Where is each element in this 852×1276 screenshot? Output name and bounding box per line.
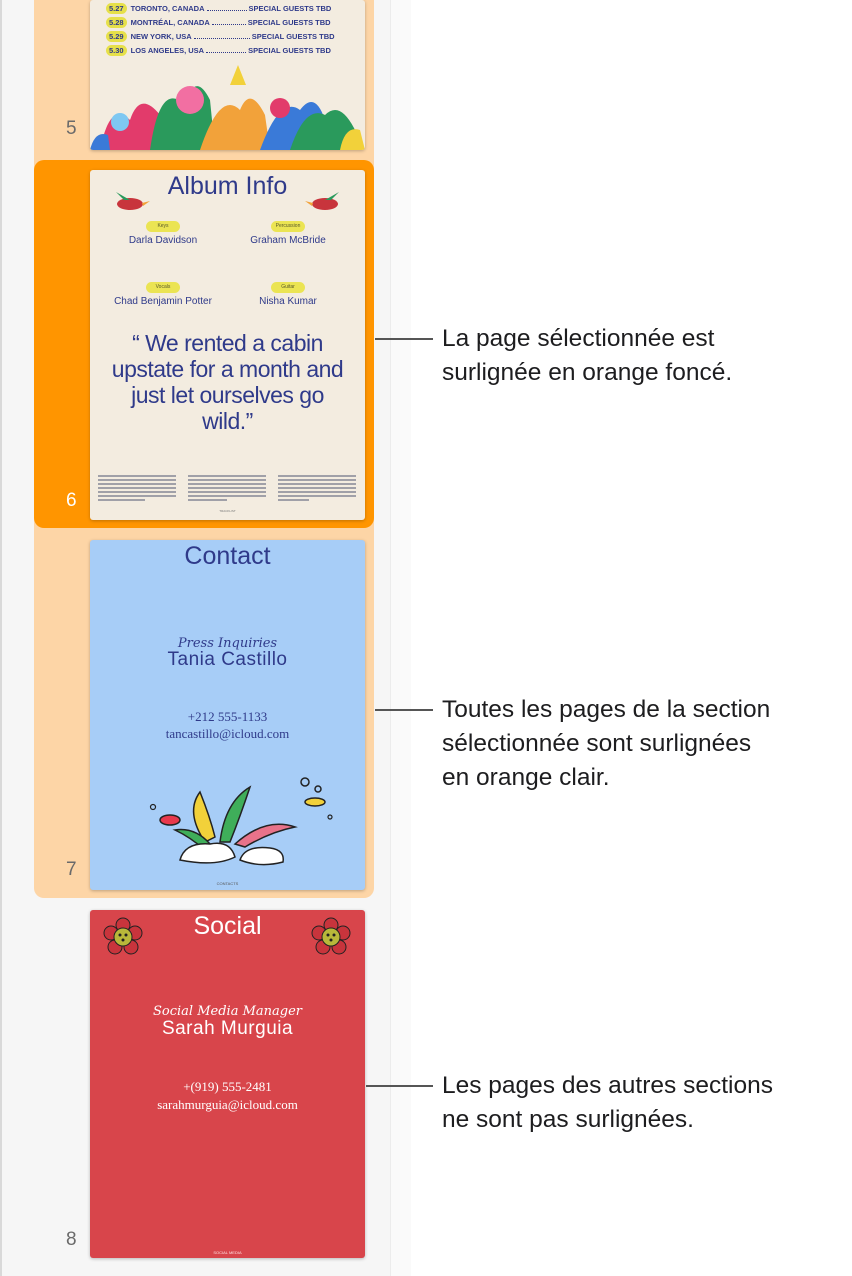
body-text-column [278, 475, 356, 503]
body-text-column [188, 475, 266, 503]
callout-selected-page: La page sélectionnée est surlignée en orange foncé. [442, 325, 733, 386]
member-role-pill: Vocals [146, 282, 180, 293]
tour-row: 5.30 LOS ANGELES, USA SPECIAL GUESTS TBD [106, 45, 331, 57]
body-text-column [98, 475, 176, 503]
page-footer: TRACKLIST [219, 509, 236, 513]
tour-row: 5.27 TORONTO, CANADA SPECIAL GUESTS TBD [106, 3, 331, 15]
contact-name: Sarah Murguia [161, 1018, 294, 1039]
contact-phone: +212 555-1133 [187, 709, 268, 724]
page-number-8: 8 [66, 1229, 77, 1250]
seaweed-illustration [145, 772, 345, 872]
member-name: Darla Davidson [128, 235, 198, 246]
member-name: Graham McBride [250, 235, 326, 246]
member-name: Chad Benjamin Potter [114, 296, 212, 307]
bird-icon [305, 190, 345, 216]
page-footer: SOCIAL MEDIA [213, 1250, 242, 1255]
bird-icon [110, 190, 150, 216]
contact-email: sarahmurguia@icloud.com [157, 1097, 298, 1112]
contact-role: Social Media Manager [153, 1004, 302, 1019]
page-title: Album Info [167, 172, 288, 200]
album-quote: “ We rented a cabin upstate for a month and just let ourselves go wild.” [111, 330, 344, 434]
callout-selected-section: Toutes les pages de la section sélectionnée sont surlignées en orange clair. [442, 696, 771, 791]
sidebar-border [0, 0, 2, 1276]
member-role-pill: Keys [146, 221, 180, 232]
contact-name: Tania Castillo [167, 649, 288, 670]
tour-row: 5.28 MONTRÉAL, CANADA SPECIAL GUESTS TBD [106, 17, 331, 29]
page-number-6: 6 [66, 490, 77, 511]
page-title: Contact [184, 542, 271, 570]
member-role-pill: Percussion [271, 221, 305, 232]
callout-line [375, 338, 433, 340]
flower-icon [311, 917, 351, 957]
jungle-illustration [90, 60, 365, 150]
page-number-5: 5 [66, 118, 77, 139]
member-name: Nisha Kumar [259, 296, 317, 307]
page-thumbnail-8[interactable] [90, 910, 365, 1258]
page-number-7: 7 [66, 859, 77, 880]
page-thumbnail-6[interactable] [90, 170, 365, 520]
callout-line [366, 1085, 433, 1087]
member-role-pill: Guitar [271, 282, 305, 293]
page-title: Social [193, 912, 262, 940]
page-thumbnail-5[interactable] [90, 0, 365, 150]
contact-email: tancastillo@icloud.com [165, 726, 290, 741]
page-thumbnail-sidebar [0, 0, 410, 1276]
page-thumbnail-7[interactable] [90, 540, 365, 890]
page-footer: CONTACTS [216, 881, 239, 886]
contact-phone: +(919) 555-2481 [183, 1079, 272, 1094]
callout-other-sections: Les pages des autres sections ne sont pas surlignées. [442, 1072, 773, 1133]
flower-icon [103, 917, 143, 957]
contact-role: Press Inquiries [177, 636, 278, 651]
callout-line [375, 709, 433, 711]
tour-row: 5.29 NEW YORK, USA SPECIAL GUESTS TBD [106, 31, 335, 43]
